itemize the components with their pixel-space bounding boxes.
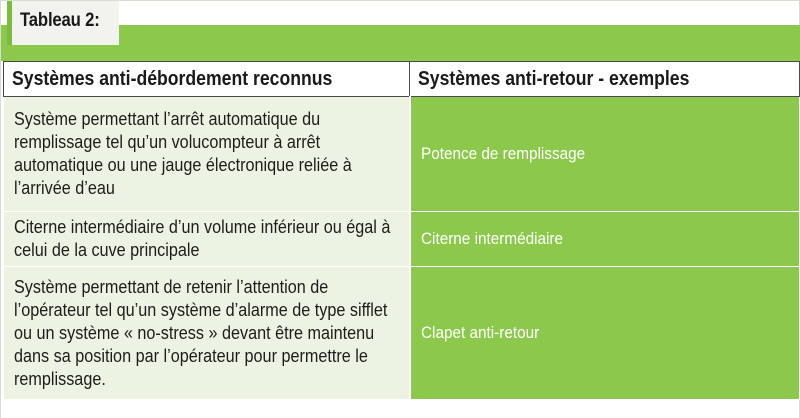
header-label: Systèmes anti-débordement reconnus (12, 67, 333, 90)
table-cell (410, 97, 800, 212)
title-tab (7, 1, 119, 45)
header-label: Systèmes anti-retour - exemples (418, 67, 690, 90)
cell-text: Système permettant de retenir l’attention de l’opérateur tel qu’un système d’alarme de type sifflet ou un système « no-stress » devant être maintenu dans sa position par l’opérateur pour permettre le remplissage. (14, 276, 388, 389)
table-cell (4, 97, 410, 212)
header-cell-backflow-systems (410, 62, 800, 97)
header-cell-overflow-systems (4, 62, 410, 97)
table-cell (4, 267, 410, 400)
table-cell (4, 212, 410, 267)
cell-text: Potence de remplissage (420, 144, 585, 163)
table-row (4, 97, 800, 212)
table-cell (410, 267, 800, 400)
cell-text: Clapet anti-retour (420, 323, 539, 342)
table-title: Tableau 2: (20, 10, 100, 31)
cell-text: Système permettant l’arrêt automatique du remplissage tel qu’un volucompteur à arrêt automatique ou une jauge électronique reliée à l’arrivée d’eau (14, 109, 352, 198)
header-row (4, 62, 800, 97)
table-row (4, 212, 800, 267)
table-row (4, 267, 800, 400)
cell-text: Citerne intermédiaire d’un volume inférieur ou égal à celui de la cuve principale (14, 217, 391, 260)
data-table (3, 61, 800, 400)
title-band (1, 25, 800, 61)
cell-text: Citerne intermédiaire (420, 229, 563, 248)
table-cell (410, 212, 800, 267)
